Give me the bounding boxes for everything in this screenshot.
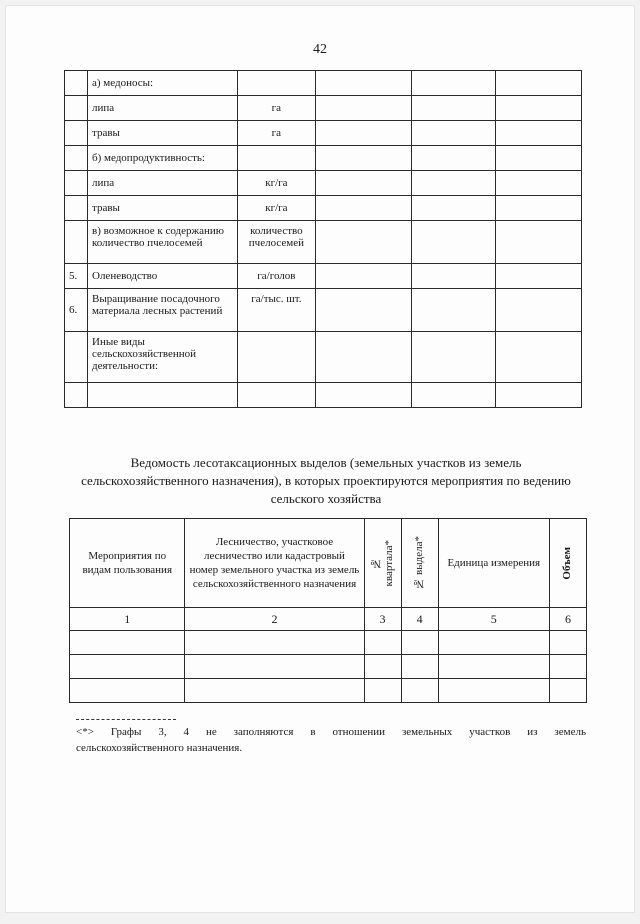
empty-cell <box>364 679 401 703</box>
column-number: 1 <box>70 608 185 631</box>
table-row <box>70 679 587 703</box>
row-number <box>65 332 88 383</box>
empty-cell <box>495 196 581 221</box>
table-row <box>65 221 582 264</box>
row-unit: га/тыс. шт. <box>238 289 315 332</box>
row-number <box>65 96 88 121</box>
table-row <box>65 383 582 408</box>
row-activity: травы <box>88 121 238 146</box>
empty-cell <box>495 96 581 121</box>
statement-heading: Ведомость лесотаксационных выделов (земельных участков из земель сельскохозяйственного назначения), в которых проектируются мероприятия по ведению сельского хозяйства <box>81 455 571 506</box>
empty-cell <box>412 171 495 196</box>
empty-cell <box>315 383 412 408</box>
empty-cell <box>549 631 586 655</box>
row-unit: га/голов <box>238 264 315 289</box>
header-plot-label: № выдела* <box>413 536 426 590</box>
row-number <box>65 383 88 408</box>
header-volume-label: Объем <box>561 546 574 580</box>
row-number <box>65 71 88 96</box>
column-number: 6 <box>549 608 586 631</box>
row-number <box>65 121 88 146</box>
header-forestry: Лесничество, участковое лесничество или кадастровый номер земельного участка из земель сельскохозяйственного назначения <box>185 519 364 608</box>
column-number: 2 <box>185 608 364 631</box>
row-unit: га <box>238 121 315 146</box>
empty-cell <box>364 655 401 679</box>
footnote-separator <box>76 719 176 720</box>
row-number <box>65 221 88 264</box>
table-row <box>70 655 587 679</box>
plots-statement-table <box>69 518 587 703</box>
empty-cell <box>70 655 185 679</box>
row-unit <box>238 71 315 96</box>
header-activities: Мероприятия по видам пользования <box>70 519 185 608</box>
row-number: 6. <box>65 289 88 332</box>
table-row <box>65 332 582 383</box>
row-unit: кг/га <box>238 196 315 221</box>
header-volume <box>549 519 586 608</box>
activities-table <box>64 70 582 408</box>
row-activity: в) возможное к содержанию количество пчелосемей <box>88 221 238 264</box>
column-number: 5 <box>438 608 549 631</box>
empty-cell <box>315 171 412 196</box>
row-number <box>65 146 88 171</box>
empty-cell <box>495 121 581 146</box>
empty-cell <box>412 383 495 408</box>
row-unit <box>238 332 315 383</box>
empty-cell <box>495 221 581 264</box>
empty-cell <box>412 196 495 221</box>
document-page <box>6 6 634 912</box>
table-row <box>65 71 582 96</box>
empty-cell <box>412 71 495 96</box>
table-row <box>65 196 582 221</box>
empty-cell <box>495 383 581 408</box>
footnote-line-1: <*> Графы 3, 4 не заполняются в отношении земельных участков из земель <box>76 726 586 738</box>
empty-cell <box>412 264 495 289</box>
table-row <box>65 264 582 289</box>
row-activity: Иные виды сельскохозяйственной деятельности: <box>88 332 238 383</box>
column-number-row <box>70 608 587 631</box>
row-activity: Оленеводство <box>88 264 238 289</box>
empty-cell <box>412 221 495 264</box>
row-unit: га <box>238 96 315 121</box>
empty-cell <box>495 332 581 383</box>
table-row <box>65 121 582 146</box>
empty-cell <box>549 655 586 679</box>
empty-cell <box>412 289 495 332</box>
row-number <box>65 171 88 196</box>
footnote-line-2: сельскохозяйственного назначения. <box>76 742 243 754</box>
row-unit <box>238 383 315 408</box>
empty-cell <box>315 71 412 96</box>
empty-cell <box>495 171 581 196</box>
empty-cell <box>315 96 412 121</box>
empty-cell <box>438 655 549 679</box>
column-number: 3 <box>364 608 401 631</box>
table-header-row <box>70 519 587 608</box>
row-unit <box>238 146 315 171</box>
table-row <box>65 171 582 196</box>
empty-cell <box>495 146 581 171</box>
empty-cell <box>412 121 495 146</box>
empty-cell <box>315 196 412 221</box>
empty-cell <box>401 655 438 679</box>
empty-cell <box>315 146 412 171</box>
header-unit: Единица измерения <box>438 519 549 608</box>
row-activity: Выращивание посадочного материала лесных растений <box>88 289 238 332</box>
empty-cell <box>315 289 412 332</box>
table-row <box>65 289 582 332</box>
header-plot <box>401 519 438 608</box>
footnote <box>76 724 586 756</box>
row-activity: а) медоносы: <box>88 71 238 96</box>
empty-cell <box>185 679 364 703</box>
row-activity <box>88 383 238 408</box>
row-activity: липа <box>88 96 238 121</box>
row-activity: липа <box>88 171 238 196</box>
empty-cell <box>412 146 495 171</box>
empty-cell <box>185 655 364 679</box>
empty-cell <box>549 679 586 703</box>
empty-cell <box>70 631 185 655</box>
empty-cell <box>412 96 495 121</box>
row-activity: травы <box>88 196 238 221</box>
empty-cell <box>70 679 185 703</box>
empty-cell <box>185 631 364 655</box>
empty-cell <box>438 679 549 703</box>
row-number <box>65 196 88 221</box>
row-activity: б) медопродуктивность: <box>88 146 238 171</box>
empty-cell <box>315 121 412 146</box>
empty-cell <box>364 631 401 655</box>
empty-cell <box>315 332 412 383</box>
empty-cell <box>315 264 412 289</box>
empty-cell <box>401 679 438 703</box>
row-unit: кг/га <box>238 171 315 196</box>
row-number: 5. <box>65 264 88 289</box>
row-unit: количество пчелосемей <box>238 221 315 264</box>
column-number: 4 <box>401 608 438 631</box>
empty-cell <box>495 289 581 332</box>
table-row <box>70 631 587 655</box>
table-row <box>65 146 582 171</box>
empty-cell <box>401 631 438 655</box>
page-number: 42 <box>313 42 327 57</box>
empty-cell <box>412 332 495 383</box>
empty-cell <box>315 221 412 264</box>
empty-cell <box>495 264 581 289</box>
empty-cell <box>438 631 549 655</box>
table-row <box>65 96 582 121</box>
header-quarter <box>364 519 401 608</box>
empty-cell <box>495 71 581 96</box>
header-quarter-label: № квартала* <box>369 539 395 587</box>
